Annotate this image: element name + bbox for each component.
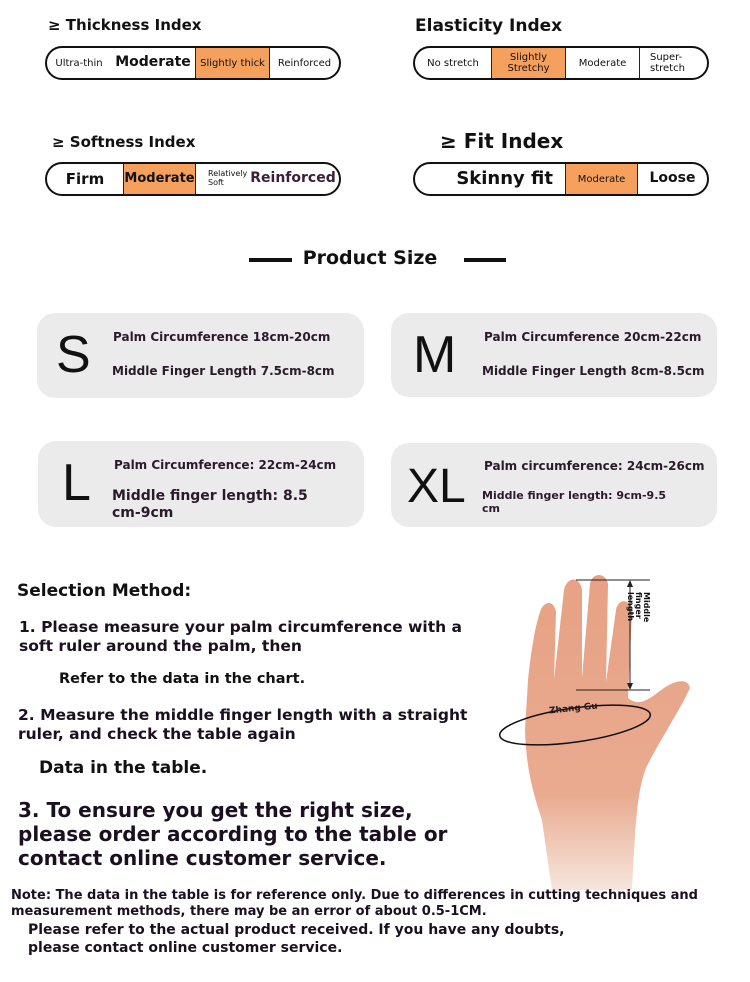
palm-label: Zhang Gu (548, 701, 599, 717)
elasticity-option-super-stretch: Super-stretch (639, 48, 707, 78)
size-card-xl (391, 443, 717, 527)
selection-title: Selection Method: (17, 581, 192, 601)
size-letter: S (56, 326, 91, 384)
thickness-option-slightly-thick: Slightly thick (195, 48, 269, 78)
fit-option-moderate: Moderate (565, 164, 637, 194)
elasticity-title: Elasticity Index (415, 16, 563, 36)
size-card-s (37, 313, 364, 398)
softness-option-relatively-soft: Relatively Soft (195, 164, 247, 194)
size-card-l (38, 441, 364, 527)
softness-option-firm: Firm (65, 169, 105, 188)
elasticity-bar (413, 46, 709, 80)
middle-finger-length: Middle Finger Length 7.5cm-8cm (112, 364, 335, 378)
selection-step-3: 3. To ensure you get the right size, please order according to the table or contact online customer service. (18, 798, 448, 870)
fit-title: ≥ Fit Index (440, 129, 564, 153)
thickness-title: ≥ Thickness Index (48, 16, 202, 34)
palm-circumference: Palm circumference: 24cm-26cm (484, 459, 705, 473)
finger-length-label: Middle finger length (626, 592, 651, 623)
size-card-m (391, 313, 717, 397)
fit-option-loose: Loose (637, 164, 707, 194)
elasticity-option-no-stretch: No stretch (427, 57, 479, 69)
fit-bar (413, 162, 709, 196)
size-letter: L (62, 454, 91, 512)
middle-finger-length: Middle Finger Length 8cm-8.5cm (482, 364, 705, 378)
middle-finger-length: Middle finger length: 9cm-9.5 cm (482, 489, 667, 516)
softness-title: ≥ Softness Index (52, 133, 196, 151)
palm-circumference: Palm Circumference 20cm-22cm (484, 330, 702, 344)
hand-shape (525, 575, 690, 890)
product-size-title: Product Size (302, 247, 438, 269)
note-line-2: Please refer to the actual product received. If you have any doubts, please contact online customer service. (28, 922, 565, 956)
middle-finger-length: Middle finger length: 8.5 cm-9cm (112, 488, 308, 521)
thickness-bar (45, 46, 341, 80)
softness-option-reinforced: Reinforced (250, 170, 336, 187)
softness-option-moderate: Moderate (123, 164, 195, 194)
fit-option-skinny-fit: Skinny fit (456, 168, 553, 190)
elasticity-option-moderate: Moderate (565, 48, 639, 78)
softness-bar (45, 162, 341, 196)
thickness-option-moderate: Moderate (115, 54, 191, 71)
selection-step-1-note: Refer to the data in the chart. (59, 671, 306, 687)
thickness-option-ultra-thin: Ultra-thin (55, 57, 103, 69)
note-line-1: Note: The data in the table is for reference only. Due to differences in cutting techniques and measurement methods, there may be an error of about 0.5-1CM. (11, 888, 698, 920)
divider-right (464, 258, 506, 262)
palm-circumference: Palm Circumference: 22cm-24cm (114, 458, 337, 472)
palm-circumference: Palm Circumference 18cm-20cm (113, 330, 331, 344)
size-letter: XL (407, 460, 466, 513)
selection-step-1: 1. Please measure your palm circumference with a soft ruler around the palm, then (19, 618, 463, 655)
selection-step-2-note: Data in the table. (39, 758, 208, 778)
selection-step-2: 2. Measure the middle finger length with a straight ruler, and check the table again (18, 706, 468, 743)
elasticity-option-slightly-stretchy: Slightly Stretchy (491, 48, 565, 78)
size-letter: M (413, 326, 457, 384)
hand-illustration (490, 570, 730, 890)
thickness-option-reinforced: Reinforced (269, 48, 339, 78)
